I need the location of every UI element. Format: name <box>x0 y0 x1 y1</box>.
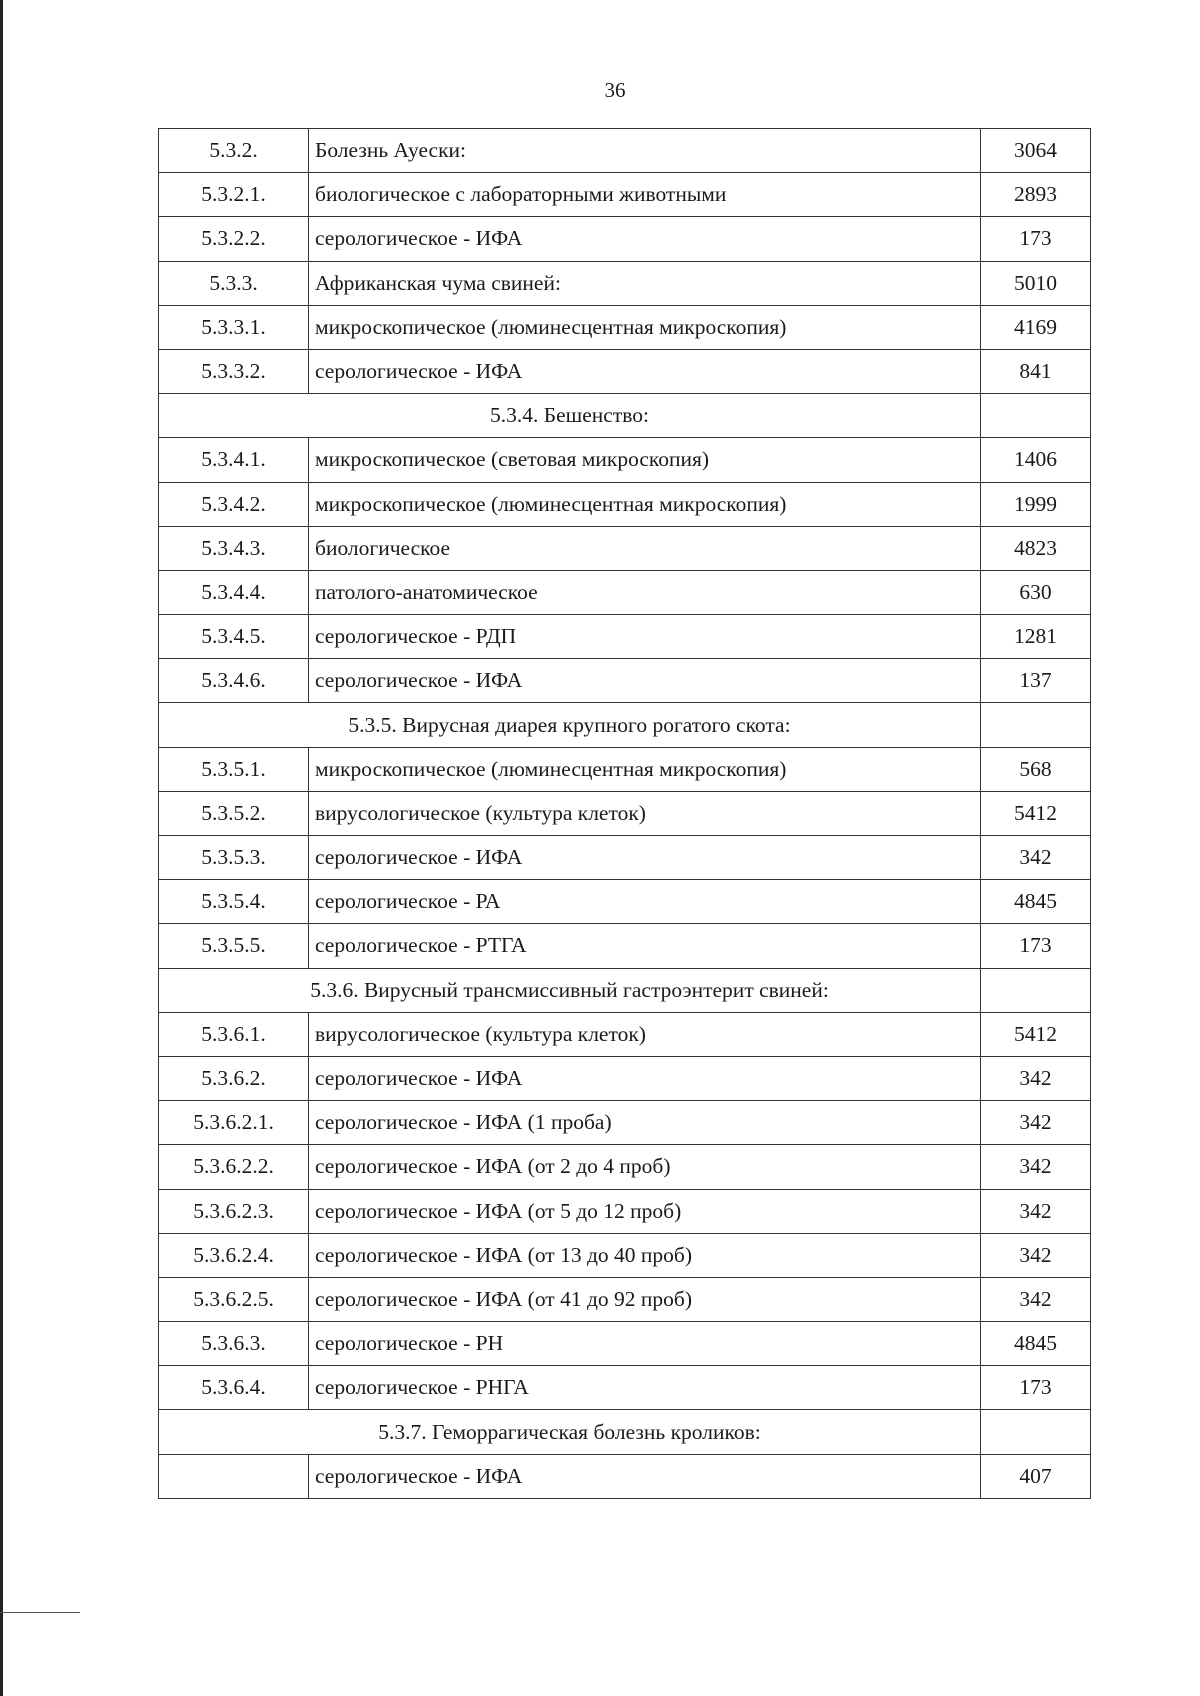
table-row <box>159 349 1091 393</box>
service-name-cell: вирусологическое (культура клеток) <box>309 1012 981 1056</box>
price-cell: 342 <box>981 1233 1091 1277</box>
section-header-row <box>159 1410 1091 1454</box>
price-cell: 2893 <box>981 173 1091 217</box>
price-cell: 342 <box>981 836 1091 880</box>
price-cell: 4845 <box>981 1322 1091 1366</box>
code-cell: 5.3.4.5. <box>159 615 309 659</box>
service-name-cell: микроскопическое (световая микроскопия) <box>309 438 981 482</box>
section-header-row <box>159 968 1091 1012</box>
table-row <box>159 1101 1091 1145</box>
price-cell-empty <box>981 703 1091 747</box>
table-row <box>159 1322 1091 1366</box>
price-cell: 137 <box>981 659 1091 703</box>
price-cell-empty <box>981 394 1091 438</box>
code-cell: 5.3.6.2.5. <box>159 1277 309 1321</box>
code-cell: 5.3.5.1. <box>159 747 309 791</box>
service-name-cell: серологическое - ИФА (от 13 до 40 проб) <box>309 1233 981 1277</box>
table-row <box>159 791 1091 835</box>
service-name-cell: биологическое с лабораторными животными <box>309 173 981 217</box>
code-cell: 5.3.4.2. <box>159 482 309 526</box>
code-cell: 5.3.3.1. <box>159 305 309 349</box>
table-row <box>159 1012 1091 1056</box>
price-cell: 4845 <box>981 880 1091 924</box>
service-name-cell: серологическое - ИФА <box>309 836 981 880</box>
code-cell: 5.3.6.2. <box>159 1056 309 1100</box>
service-name-cell: Болезнь Ауески: <box>309 129 981 173</box>
service-name-cell: вирусологическое (культура клеток) <box>309 791 981 835</box>
service-name-cell: серологическое - ИФА (от 5 до 12 проб) <box>309 1189 981 1233</box>
price-cell: 4823 <box>981 526 1091 570</box>
table-row <box>159 217 1091 261</box>
table-row <box>159 438 1091 482</box>
table-row <box>159 1189 1091 1233</box>
table-row <box>159 836 1091 880</box>
code-cell: 5.3.2.2. <box>159 217 309 261</box>
service-name-cell: серологическое - РДП <box>309 615 981 659</box>
price-cell: 173 <box>981 217 1091 261</box>
price-cell: 841 <box>981 349 1091 393</box>
code-cell: 5.3.2.1. <box>159 173 309 217</box>
table-row <box>159 482 1091 526</box>
code-cell: 5.3.3. <box>159 261 309 305</box>
table-row <box>159 1366 1091 1410</box>
price-cell: 5010 <box>981 261 1091 305</box>
section-title: 5.3.7. Геморрагическая болезнь кроликов: <box>159 1410 981 1454</box>
code-cell: 5.3.3.2. <box>159 349 309 393</box>
service-name-cell: серологическое - ИФА (1 проба) <box>309 1101 981 1145</box>
table-row <box>159 924 1091 968</box>
code-cell: 5.3.4.4. <box>159 570 309 614</box>
price-table <box>158 128 1091 1499</box>
service-name-cell: серологическое - ИФА <box>309 1454 981 1498</box>
table-row <box>159 129 1091 173</box>
code-cell: 5.3.4.6. <box>159 659 309 703</box>
code-cell <box>159 1454 309 1498</box>
price-cell: 1406 <box>981 438 1091 482</box>
service-name-cell: серологическое - РА <box>309 880 981 924</box>
price-cell: 342 <box>981 1101 1091 1145</box>
service-name-cell: Африканская чума свиней: <box>309 261 981 305</box>
table-row <box>159 526 1091 570</box>
table-row <box>159 659 1091 703</box>
price-cell: 3064 <box>981 129 1091 173</box>
service-name-cell: патолого-анатомическое <box>309 570 981 614</box>
service-name-cell: серологическое - ИФА <box>309 217 981 261</box>
code-cell: 5.3.2. <box>159 129 309 173</box>
code-cell: 5.3.4.3. <box>159 526 309 570</box>
service-name-cell: серологическое - ИФА <box>309 1056 981 1100</box>
service-name-cell: серологическое - ИФА <box>309 349 981 393</box>
page-number: 36 <box>604 78 626 102</box>
table-body <box>159 129 1091 1499</box>
price-cell: 407 <box>981 1454 1091 1498</box>
price-cell: 5412 <box>981 1012 1091 1056</box>
service-name-cell: серологическое - РН <box>309 1322 981 1366</box>
section-header-row <box>159 394 1091 438</box>
service-name-cell: микроскопическое (люминесцентная микроскопия) <box>309 482 981 526</box>
service-name-cell: серологическое - ИФА <box>309 659 981 703</box>
table-row <box>159 1454 1091 1498</box>
price-cell: 1999 <box>981 482 1091 526</box>
table-row <box>159 1056 1091 1100</box>
price-cell: 5412 <box>981 791 1091 835</box>
service-name-cell: серологическое - РНГА <box>309 1366 981 1410</box>
code-cell: 5.3.5.2. <box>159 791 309 835</box>
table-row <box>159 615 1091 659</box>
service-name-cell: микроскопическое (люминесцентная микроскопия) <box>309 305 981 349</box>
code-cell: 5.3.6.2.4. <box>159 1233 309 1277</box>
price-cell: 568 <box>981 747 1091 791</box>
price-cell: 173 <box>981 924 1091 968</box>
code-cell: 5.3.5.3. <box>159 836 309 880</box>
section-title: 5.3.6. Вирусный трансмиссивный гастроэнтерит свиней: <box>159 968 981 1012</box>
code-cell: 5.3.6.1. <box>159 1012 309 1056</box>
price-cell: 342 <box>981 1277 1091 1321</box>
code-cell: 5.3.6.2.3. <box>159 1189 309 1233</box>
price-cell: 1281 <box>981 615 1091 659</box>
price-cell: 173 <box>981 1366 1091 1410</box>
table-row <box>159 747 1091 791</box>
price-cell: 4169 <box>981 305 1091 349</box>
scan-edge <box>0 0 3 1696</box>
table-row <box>159 261 1091 305</box>
price-cell: 342 <box>981 1145 1091 1189</box>
code-cell: 5.3.5.4. <box>159 880 309 924</box>
price-cell: 342 <box>981 1189 1091 1233</box>
table-row <box>159 1233 1091 1277</box>
code-cell: 5.3.6.3. <box>159 1322 309 1366</box>
table-row <box>159 305 1091 349</box>
code-cell: 5.3.5.5. <box>159 924 309 968</box>
code-cell: 5.3.6.2.1. <box>159 1101 309 1145</box>
service-name-cell: серологическое - РТГА <box>309 924 981 968</box>
section-title: 5.3.4. Бешенство: <box>159 394 981 438</box>
section-header-row <box>159 703 1091 747</box>
code-cell: 5.3.6.2.2. <box>159 1145 309 1189</box>
price-cell-empty <box>981 968 1091 1012</box>
table-row <box>159 1277 1091 1321</box>
service-name-cell: микроскопическое (люминесцентная микроскопия) <box>309 747 981 791</box>
code-cell: 5.3.4.1. <box>159 438 309 482</box>
table-row <box>159 1145 1091 1189</box>
service-name-cell: биологическое <box>309 526 981 570</box>
section-title: 5.3.5. Вирусная диарея крупного рогатого скота: <box>159 703 981 747</box>
service-name-cell: серологическое - ИФА (от 41 до 92 проб) <box>309 1277 981 1321</box>
code-cell: 5.3.6.4. <box>159 1366 309 1410</box>
price-cell: 630 <box>981 570 1091 614</box>
price-cell-empty <box>981 1410 1091 1454</box>
scan-margin-mark <box>0 1612 80 1613</box>
table-row <box>159 880 1091 924</box>
table-row <box>159 173 1091 217</box>
price-cell: 342 <box>981 1056 1091 1100</box>
table-row <box>159 570 1091 614</box>
service-name-cell: серологическое - ИФА (от 2 до 4 проб) <box>309 1145 981 1189</box>
